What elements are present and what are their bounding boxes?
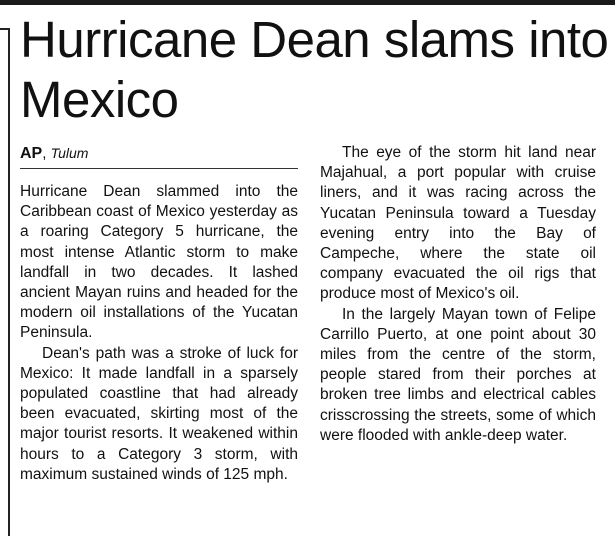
left-rule-tick xyxy=(0,28,10,30)
byline xyxy=(20,143,298,169)
byline-separator: , xyxy=(42,145,51,162)
article-paragraph: Hurricane Dean slammed into the Caribbean coast of Mexico yesterday as a roaring Category 5 hurricane, the most intense Atlantic storm to make landfall in two decades. It lashed ancient Mayan ruins and headed for the modern oil installations of the Yucatan Peninsula. xyxy=(20,183,298,342)
article-column-left xyxy=(20,182,298,485)
article-paragraph: In the largely Mayan town of Felipe Carrillo Puerto, at one point about 30 miles from the centre of the storm, people stared from their porches at broken tree limbs and electrical cables crisscrossing the streets, some of which were flooded with ankle-deep water. xyxy=(320,305,596,444)
top-rule xyxy=(0,0,615,5)
byline-place: Tulum xyxy=(50,145,89,161)
article-paragraph: The eye of the storm hit land near Majahual, a port popular with cruise liners, and it was racing across the Yucatan Peninsula toward a Tuesday evening entry into the Bay of Campeche, where the state oil company evacuated the oil rigs that produce most of Mexico's oil. xyxy=(320,144,596,303)
article-column-right xyxy=(320,143,596,446)
article-paragraph: Dean's path was a stroke of luck for Mexico: It made landfall in a sparsely populated coastline that had already been evacuated, skirting most of the major tourist resorts. It weakened within hours to a Category 3 storm, with maximum sustained winds of 125 mph. xyxy=(20,344,298,483)
headline: Hurricane Dean slams into Mexico xyxy=(20,11,609,128)
left-column-rule xyxy=(8,28,10,536)
byline-agency: AP xyxy=(20,145,43,162)
